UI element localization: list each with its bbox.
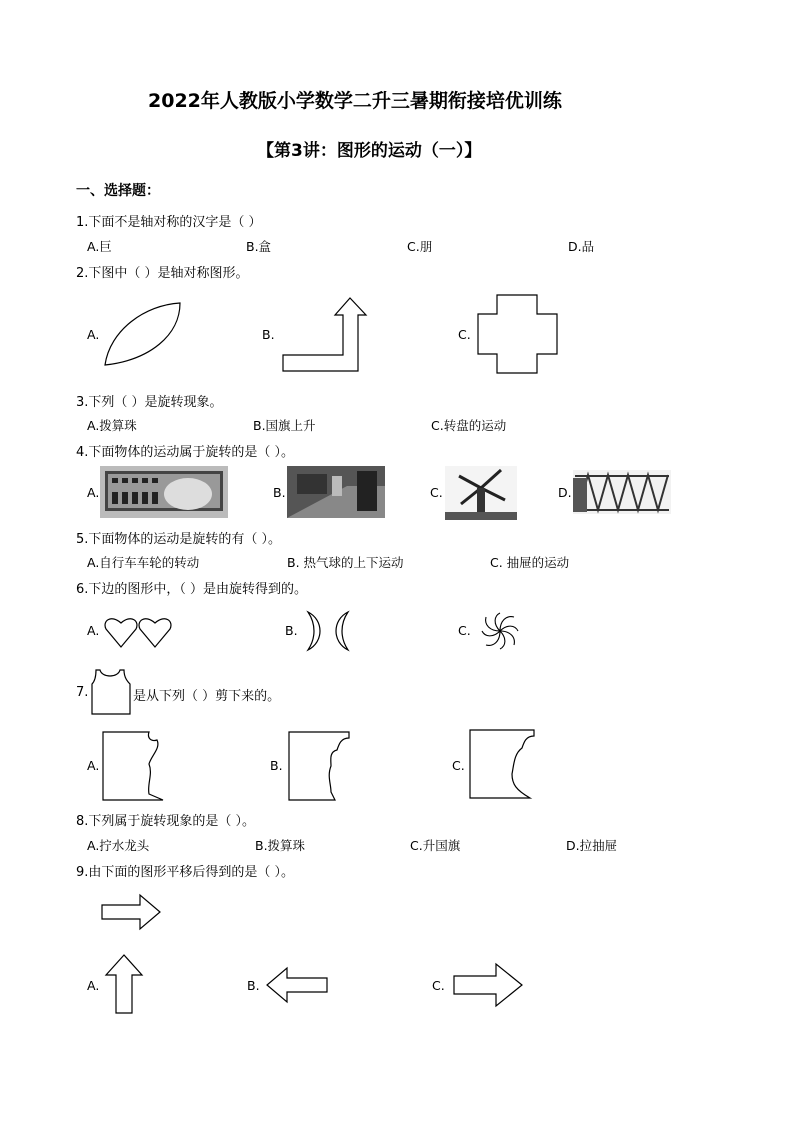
q4-option-a[interactable]: A. [87, 485, 100, 500]
q9-option-a[interactable]: A. [87, 978, 100, 993]
question-7-number: 7. [76, 685, 89, 700]
q5-option-a[interactable]: A.自行车车轮的转动 [87, 555, 200, 570]
q9-option-b[interactable]: B. [247, 978, 260, 993]
question-8: 8.下列属于旋转现象的是（ ）。 [76, 814, 256, 829]
question-3: 3.下列（ ）是旋转现象。 [76, 395, 223, 410]
q6-option-c[interactable]: C. [458, 623, 471, 638]
windmill-photo [445, 466, 517, 520]
up-arrow-figure [104, 953, 146, 1015]
section-heading: 一、选择题： [76, 183, 160, 199]
q1-option-b[interactable]: B.盒 [246, 239, 272, 254]
question-5: 5.下面物体的运动是旋转的有（ ）。 [76, 532, 282, 547]
paper-cut-c-figure [468, 728, 538, 802]
q6-option-a[interactable]: A. [87, 623, 100, 638]
cross-shape-figure [475, 292, 565, 377]
q2-option-a[interactable]: A. [87, 327, 100, 342]
lesson-subtitle: 【第3讲：图形的运动（一）】 [257, 141, 482, 161]
q8-option-a[interactable]: A.拧水龙头 [87, 838, 150, 853]
q1-option-a[interactable]: A.巨 [87, 239, 112, 254]
question-1: 1.下面不是轴对称的汉字是（ ） [76, 215, 262, 230]
slide-photo [287, 466, 385, 518]
vest-figure [90, 668, 132, 716]
paper-cut-b-figure [287, 730, 353, 802]
q9-option-c[interactable]: C. [432, 978, 445, 993]
q3-option-c[interactable]: C.转盘的运动 [431, 418, 507, 433]
q7-option-b[interactable]: B. [270, 758, 283, 773]
crescent-pair-figure [304, 610, 352, 652]
q4-option-b[interactable]: B. [273, 485, 286, 500]
q7-option-a[interactable]: A. [87, 758, 100, 773]
bent-arrow-figure [280, 295, 375, 375]
paper-cut-a-figure [101, 730, 167, 802]
abacus-photo [100, 466, 228, 518]
q8-option-c[interactable]: C.升国旗 [410, 838, 461, 853]
question-6: 6.下边的图形中，（ ）是由旋转得到的。 [76, 582, 308, 597]
right-arrow-reference-figure [100, 893, 162, 933]
q5-option-b[interactable]: B. 热气球的上下运动 [287, 555, 404, 570]
q8-option-d[interactable]: D.拉抽屉 [566, 838, 618, 853]
pinwheel-figure [480, 611, 520, 651]
q8-option-b[interactable]: B.拨算珠 [255, 838, 306, 853]
q3-option-a[interactable]: A.拨算珠 [87, 418, 137, 433]
q2-option-b[interactable]: B. [262, 327, 275, 342]
q5-option-c[interactable]: C. 抽屉的运动 [490, 555, 570, 570]
question-9: 9.由下面的图形平移后得到的是（ ）。 [76, 865, 295, 880]
left-arrow-figure [265, 966, 329, 1006]
q4-option-c[interactable]: C. [430, 485, 443, 500]
two-hearts-figure [103, 615, 175, 649]
q4-option-d[interactable]: D. [558, 485, 572, 500]
q7-option-c[interactable]: C. [452, 758, 465, 773]
q3-option-b[interactable]: B.国旗上升 [253, 418, 316, 433]
q6-option-b[interactable]: B. [285, 623, 298, 638]
q1-option-c[interactable]: C.朋 [407, 239, 433, 254]
page-title: 2022年人教版小学数学二升三暑期衔接培优训练 [148, 90, 562, 112]
leaf-shape-figure [100, 300, 190, 370]
question-4: 4.下面物体的运动属于旋转的是（ ）。 [76, 445, 295, 460]
gate-photo [573, 470, 671, 514]
right-arrow-figure [452, 962, 524, 1010]
q1-option-d[interactable]: D.品 [568, 239, 595, 254]
q2-option-c[interactable]: C. [458, 327, 471, 342]
question-7: 是从下列（ ）剪下来的。 [133, 689, 281, 704]
question-2: 2.下图中（ ）是轴对称图形。 [76, 266, 249, 281]
